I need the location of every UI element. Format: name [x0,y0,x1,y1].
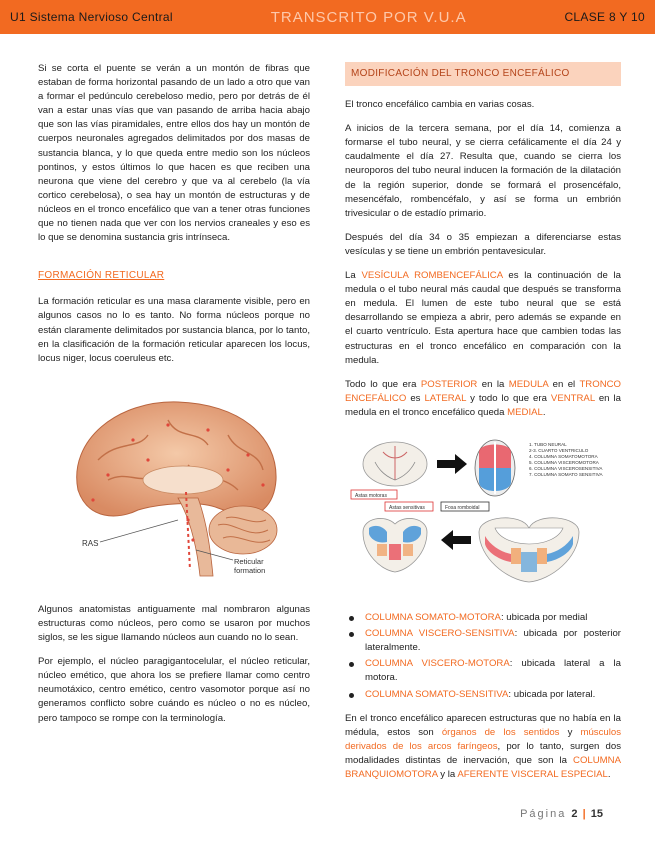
highlight-medial: MEDIAL [507,406,543,418]
paragraph-puente: Si se corta el puente se verán a un montón de fibras que estaban de forma horizontal pasando de un lado a otro que van a formar el pedúnculo cerebeloso medio, pero por detrás de él van a estar unas vías que van pasando de arriba hacia abajo que son las vías piramidales, entre ellos dos hay un montón de cuerpos neuronales agregados delimitados por dos masas de sustancia blanca, y lo que queda entre medio son los núcleos pontinos, y estos últimos lo que hacen es que reciben una neurona que viene del cerebro y que va al cerebelo (la vía cortico cerebelosa), o sea hay un montón de estructuras y de núcleos en el tronco encefálico que van a tener otras funciones que no tienen nada que ver con los nervios craneales y eso es lo que se denomina sustancia gris intrínseca. [38,63,310,244]
formation-label: formation [234,565,266,575]
paragraph-formacion-reticular: La formación reticular es una masa claramente visible, pero en algunos casos no lo es tanto. No forma núcleos porque no están claramente delimitados por sustancia blanca, por lo tanto, en la clasificación de la formación reticular aparecen los locus, locus niger, locus coeruleus etc. [38,296,310,364]
paragraph-posterior-lateral [345,378,621,420]
highlight-musculos: músculos derivados de los arcos faríngeos [345,726,621,752]
text-run: . [607,769,611,780]
tube-section [475,440,515,496]
list-item [345,627,621,655]
legend-item: 1. TUBO NEURAL [529,441,567,447]
heading-modificacion-tronco: MODIFICACIÓN DEL TRONCO ENCEFÁLICO [345,62,621,86]
column-desc: : ubicada por posterior lateralmente. [365,628,622,654]
text-run: Todo lo que era [345,378,421,390]
legend-item: 2-3. CUARTO VENTRICULO [529,447,589,453]
text-run: En el tronco encefálico aparecen estructuras que no había en la médula, estos son [345,712,621,738]
text-run: y todo lo que era [466,392,551,404]
column-desc: : ubicada por lateral. [508,688,596,700]
column-desc: : ubicada lateral a la motora. [365,658,621,684]
list-item [345,657,621,685]
figure-legend [529,442,603,477]
cord-section [363,442,427,486]
text-run: y [559,726,581,738]
transcriber-label: TRANSCRITO POR V.U.A [270,8,467,26]
columns-list [345,611,621,702]
column-name: COLUMNA SOMATO-MOTORA [365,612,501,624]
paragraph-vesicula [345,269,621,368]
text-run: es la continuación de la medula o el tubo neural más caudal que después se transforma en medula. El lumen de este tubo neural que se está desarrollando se empieza a abrir, pero además se expande en el cuarto ventrículo. Esta apertura hace que cambien todas las estructuras en el tronco encefálico en comparación con la medula. [345,270,622,366]
heading-formacion-reticular: FORMACIÓN RETICULAR [38,270,165,282]
motor-label: Astas motoras [355,492,387,499]
highlight-medula: MEDULA [508,378,549,390]
brainstem-section-right [479,518,579,582]
brainstem-section-left [363,518,427,572]
page-total: 15 [590,808,603,820]
highlight-ventral: VENTRAL [550,392,595,404]
text-run: y la [437,769,458,780]
text-run: La [345,270,362,282]
paragraph-tercera-semana: A inicios de la tercera semana, por el día 14, comienza a formarse el tubo neural, y se cierra cefálicamente el día 24 y caudalmente el día 27. Resulta que, cuando se cierra los neuroporos del tubo neural inducen la formación de la dilatación de la región superior, donde se formará el prosencéfalo, mesencéfalo, rombencéfalo, y así se forma un embrión trivesicular o de estadío primario. [345,123,621,219]
list-item [345,611,621,625]
text-run: , por lo tanto, surgen dos modalidades distintas de inervación, que son la [345,740,621,766]
highlight-vesicula: VESÍCULA ROMBENCEFÁLICA [361,270,503,282]
page-separator: | [582,808,586,820]
column-name: COLUMNA SOMATO-SENSITIVA [365,688,509,700]
reticular-label: Reticular [234,556,264,566]
highlight-aferente: AFERENTE VISCERAL ESPECIAL [457,769,608,780]
page-word: Página [520,808,567,820]
highlight-lateral: LATERAL [424,392,467,404]
brain-sagittal-figure [38,380,310,580]
text-run: es [406,392,425,404]
list-item [345,688,621,702]
paragraph-ejemplo: Por ejemplo, el núcleo paragigantocelular, el núcleo reticular, núcleo emético, que ahora los se prefiere llamar como centro neumotáxico, centro emético, centro vasomotor porque así no generamos conflicto sobre cuándo es núcleo o no es núcleo, pero tampoco se rompe con la terminología. [38,656,310,724]
header-bar [0,0,655,34]
page-number: 2 [571,808,578,820]
class-label: CLASE 8 Y 10 [564,10,645,24]
text-run: . [542,406,546,418]
unit-title: U1 Sistema Nervioso Central [10,10,173,24]
column-desc: : ubicada por medial [500,612,588,624]
paragraph-cambia: El tronco encefálico cambia en varias cosas. [345,99,535,111]
column-name: COLUMNA VISCERO-SENSITIVA [365,628,515,640]
text-run: en el [548,378,580,390]
left-column [38,62,310,736]
paragraph-dia-34: Después del día 34 o 35 empiezan a diferenciarse estas vesículas y se tiene un embrión pentavesicular. [345,231,621,257]
legend-item: 6. COLUMNA VISCEROSENSITIVA [529,465,603,471]
highlight-organos: órganos de los sentidos [441,726,560,738]
highlight-branquiomotora: COLUMNA BRANQUIOMOTORA [345,754,621,780]
paragraph-estructuras-nuevas [345,712,621,782]
ras-label: RAS [82,538,99,548]
sensory-label: Astas sensitivas [389,504,425,511]
highlight-posterior: POSTERIOR [420,378,478,390]
highlight-tronco: TRONCO ENCEFÁLICO [345,378,622,404]
text-run: en la [477,378,509,390]
right-column [345,62,621,792]
fossa-label: Fosa romboidal [445,504,480,511]
legend-item: 5. COLUMNA VISCEROMOTORA [529,459,599,465]
paragraph-anatomistas: Algunos anatomistas antiguamente mal nombraron algunas estructuras como núcleos, pero como se usaron por muchos siglos, se les sigue llamando núcleos aun cuando no lo sean. [38,603,310,644]
page-footer [520,808,603,820]
legend-item: 7. COLUMNA SOMATO SENSITIVA [529,471,603,477]
neural-tube-figure [345,432,621,592]
column-name: COLUMNA VISCERO-MOTORA [365,658,510,670]
text-run: en la medula en el tronco encefálico queda [345,392,621,418]
legend-item: 4. COLUMNA SOMATOMOTORA [529,453,598,459]
